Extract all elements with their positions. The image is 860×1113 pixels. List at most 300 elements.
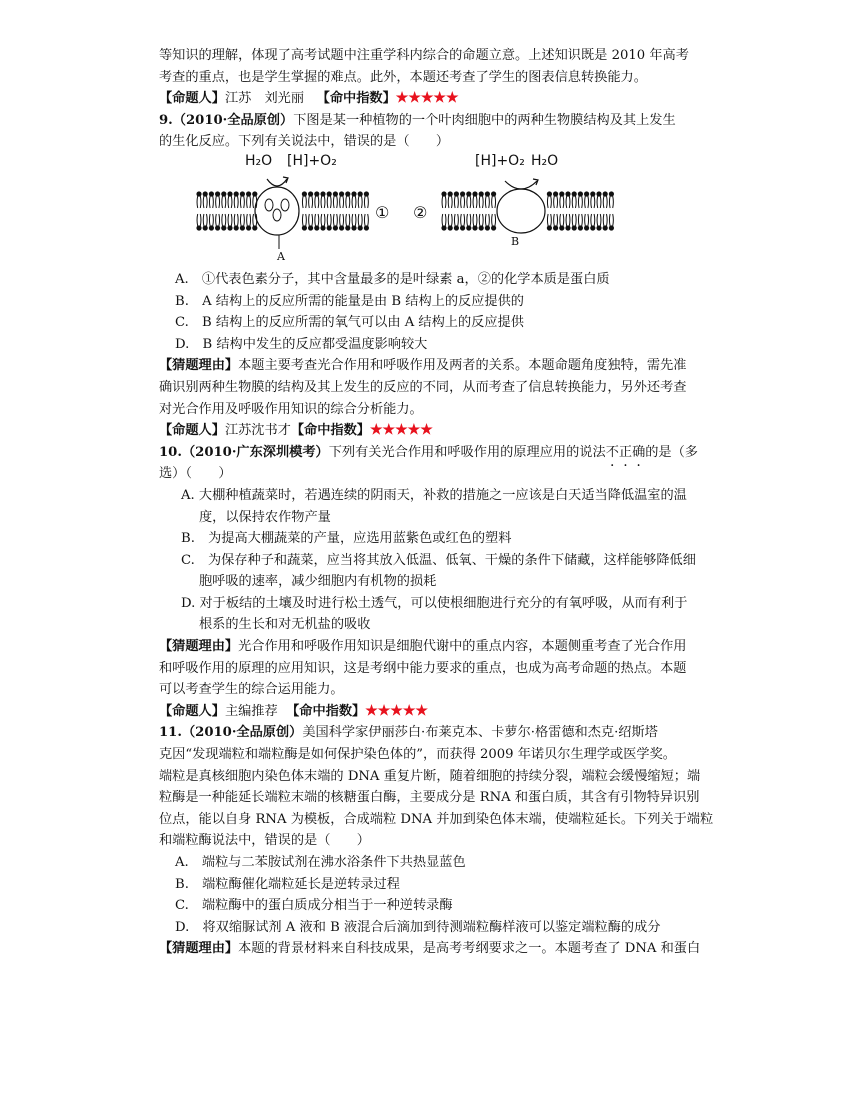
lipid-tail (337, 196, 338, 208)
lipid-tail (576, 196, 577, 208)
lipid-head (472, 191, 477, 196)
lipid-tail (473, 214, 474, 226)
lipid-tail (253, 196, 254, 208)
lipid-head (485, 191, 490, 196)
lipid-head (308, 191, 313, 196)
lipid-tail (492, 214, 493, 226)
q10-source: （2010·广东深圳模考） (181, 444, 329, 460)
lipid-tail (591, 196, 592, 208)
q9-number: 9. (159, 112, 173, 128)
lipid-tail (452, 196, 453, 208)
lipid-tail (197, 214, 198, 226)
lipid-head (209, 225, 214, 230)
q11-option-b: B. 端粒酶催化端粒延长是逆转录过程 (175, 876, 400, 892)
lipid-tail (597, 196, 598, 208)
lipid-tail (228, 214, 229, 226)
lipid-head (314, 191, 319, 196)
lipid-tail (479, 196, 480, 208)
lipid-head (466, 225, 471, 230)
document-page (159, 45, 724, 960)
lipid-head (559, 191, 564, 196)
lipid-head (578, 191, 583, 196)
lipid-tail (225, 214, 226, 226)
lipid-tail (315, 196, 316, 208)
lipid-tail (467, 196, 468, 208)
lipid-head (345, 225, 350, 230)
lipid-head (590, 191, 595, 196)
lipid-head (454, 225, 459, 230)
lipid-tail (234, 214, 235, 226)
q11-option-c: C. 端粒酶中的蛋白质成分相当于一种逆转录酶 (175, 898, 453, 914)
reason-tag: 【猜题理由】 (159, 639, 239, 655)
lipid-head (578, 225, 583, 230)
lipid-tail (213, 196, 214, 208)
lipid-tail (203, 214, 204, 226)
rating-stars: ★★★★★ (365, 702, 428, 719)
lipid-head (203, 191, 208, 196)
lipid-tail (458, 214, 459, 226)
lipid-tail (318, 214, 319, 226)
reaction-arrow-b (505, 181, 537, 189)
lipid-tail (228, 196, 229, 208)
q10-reason-text-1: 光合作用和呼吸作用知识是细胞代谢中的重点内容，本题侧重考查了光合作用 (238, 639, 687, 655)
fig-b-top-right: H₂O (531, 152, 559, 169)
lipid-tail (557, 196, 558, 208)
lipid-tail (566, 196, 567, 208)
lipid-tail (238, 214, 239, 226)
lipid-head (327, 225, 332, 230)
lipid-head (246, 225, 251, 230)
author-name: 主编推荐 (224, 703, 278, 719)
index-tag: 【命中指数】 (290, 423, 370, 439)
membrane-diagram (159, 153, 724, 269)
lipid-tail (364, 214, 365, 226)
lipid-tail (600, 214, 601, 226)
lipid-tail (302, 214, 303, 226)
lipid-tail (324, 196, 325, 208)
lipid-tail (203, 196, 204, 208)
lipid-head (358, 225, 363, 230)
lipid-tail (585, 196, 586, 208)
lipid-tail (588, 196, 589, 208)
rating-stars: ★★★★★ (370, 422, 433, 439)
rating-stars: ★★★★★ (395, 90, 459, 107)
q10-option-d-cont: 根系的生长和对无机盐的吸收 (199, 617, 371, 633)
q10-number: 10. (159, 444, 182, 460)
lipid-head (215, 225, 220, 230)
intro-line-1: 等知识的理解，体现了高考试题中注重学科内综合的命题立意。上述知识既是 2010 年高考 (159, 48, 689, 63)
lipid-head (603, 191, 608, 196)
q11-line-2: 克因“发现端粒和端粒酶是如何保护染色体的”，而获得 2009 年诺贝尔生理学或医学奖。 (159, 747, 676, 763)
lipid-tail (331, 214, 332, 226)
q10-stem-1a: 下列有关光合作用和呼吸作用的原理应用的说法 (328, 444, 606, 460)
q10-option-c-cont: 胞呼吸的速率，减少细胞内有机物的损耗 (199, 574, 437, 590)
author-name: 江苏 刘光丽 (224, 91, 305, 107)
lipid-tail (240, 214, 241, 226)
lipid-head (339, 191, 344, 196)
lipid-tail (489, 196, 490, 208)
lipid-head (603, 225, 608, 230)
lipid-head (584, 225, 589, 230)
lipid-tail (337, 214, 338, 226)
lipid-head (252, 191, 257, 196)
q9-reason-line-3: 对光合作用及呼吸作用知识的综合分析能力。 (159, 401, 423, 417)
fig-circle-1: ① (375, 202, 390, 222)
lipid-head (441, 191, 446, 196)
author-name: 江苏沈书才 (224, 423, 291, 439)
fig-label-a: A (277, 249, 285, 263)
q11-reason-text-1: 本题的背景材料来自科技成果，是高考考纲要求之一。本题考查了 DNA 和蛋白 (238, 941, 701, 957)
q10-line-2: 选）（ ） (159, 466, 232, 482)
lipid-tail (368, 214, 369, 226)
q10-author-line (159, 701, 724, 723)
lipid-head (314, 225, 319, 230)
lipid-tail (343, 214, 344, 226)
author-tag: 【命题人】 (159, 703, 225, 719)
lipid-tail (578, 214, 579, 226)
lipid-tail (222, 214, 223, 226)
q10-option-c: C. 为保存种子和蔬菜，应当将其放入低温、低氧、干燥的条件下储藏，这样能够降低细 (181, 552, 696, 568)
lipid-tail (464, 196, 465, 208)
lipid-head (491, 191, 496, 196)
lipid-head (472, 225, 477, 230)
lipid-head (234, 191, 239, 196)
lipid-tail (321, 196, 322, 208)
lipid-tail (563, 214, 564, 226)
fig-a-top-left: H₂O (245, 152, 273, 169)
emphasis-char: 确 (632, 444, 646, 460)
lipid-head (209, 191, 214, 196)
lipid-tail (355, 214, 356, 226)
lipid-tail (244, 214, 245, 226)
lipid-tail (327, 196, 328, 208)
q10-line-1 (159, 442, 724, 464)
lipid-tail (572, 196, 573, 208)
lipid-tail (331, 196, 332, 208)
lipid-head (572, 191, 577, 196)
q11-line-6: 和端粒酶说法中，错误的是（ ） (159, 833, 370, 849)
lipid-head (351, 225, 356, 230)
lipid-tail (492, 196, 493, 208)
lipid-tail (576, 214, 577, 226)
lipid-tail (560, 214, 561, 226)
lipid-head (308, 225, 313, 230)
lipid-tail (340, 214, 341, 226)
q9-line-1 (159, 110, 724, 132)
lipid-tail (572, 214, 573, 226)
lipid-head (364, 225, 369, 230)
lipid-head (454, 191, 459, 196)
lipid-tail (591, 214, 592, 226)
lipid-tail (358, 214, 359, 226)
lipid-tail (247, 196, 248, 208)
lipid-tail (250, 214, 251, 226)
q9-option-c: C. B 结构上的反应所需的氧气可以由 A 结构上的反应提供 (175, 315, 524, 331)
lipid-tail (216, 196, 217, 208)
lipid-head (221, 225, 226, 230)
lipid-tail (454, 214, 455, 226)
lipid-head (320, 225, 325, 230)
lipid-head (572, 225, 577, 230)
lipid-tail (609, 196, 610, 208)
lipid-tail (554, 196, 555, 208)
lipid-tail (213, 214, 214, 226)
q10-reason-line-1 (159, 636, 724, 658)
lipid-tail (222, 196, 223, 208)
q9-option-b: B. A 结构上的反应所需的能量是由 B 结构上的反应提供的 (175, 293, 524, 309)
lipid-tail (547, 196, 548, 208)
lipid-tail (209, 214, 210, 226)
q9-reason-line-2: 确识别两种生物膜的结构及其上发生的反应的不同，从而考查了信息转换能力，另外还考查 (159, 379, 687, 395)
lipid-tail (594, 214, 595, 226)
lipid-tail (476, 196, 477, 208)
lipid-head (441, 225, 446, 230)
lipid-tail (458, 196, 459, 208)
lipid-tail (315, 214, 316, 226)
lipid-tail (219, 214, 220, 226)
intro-line-2: 考查的重点，也是学生掌握的难点。此外，本题还考查了学生的图表信息转换能力。 (159, 69, 647, 85)
fig-a-top-right: [H]+O₂ (287, 152, 337, 169)
q9-option-d: D. B 结构中发生的反应都受温度影响较大 (175, 336, 428, 352)
lipid-tail (346, 214, 347, 226)
q10-stem-1b: 的是（多 (645, 444, 698, 460)
lipid-head (302, 225, 307, 230)
lipid-tail (364, 196, 365, 208)
q9-reason-text-1: 本题主要考查光合作用和呼吸作用及两者的关系。本题命题角度独特，需先准 (238, 358, 687, 374)
lipid-head (609, 225, 614, 230)
lipid-tail (467, 214, 468, 226)
lipid-tail (231, 196, 232, 208)
lipid-tail (442, 196, 443, 208)
index-tag: 【命中指数】 (316, 91, 396, 107)
lipid-head (333, 225, 338, 230)
lipid-tail (368, 196, 369, 208)
lipid-head (351, 191, 356, 196)
lipid-tail (327, 214, 328, 226)
lipid-tail (582, 214, 583, 226)
lipid-head (491, 225, 496, 230)
index-tag: 【命中指数】 (286, 703, 366, 719)
lipid-head (547, 225, 552, 230)
q11-stem-1: 美国科学家伊丽莎白·布莱克本、卡萝尔·格雷德和杰克·绍斯塔 (302, 725, 658, 741)
lipid-tail (563, 196, 564, 208)
lipid-tail (247, 214, 248, 226)
lipid-tail (585, 214, 586, 226)
enzyme-protein (497, 189, 545, 233)
lipid-tail (225, 196, 226, 208)
lipid-head (609, 191, 614, 196)
lipid-head (596, 191, 601, 196)
lipid-tail (333, 196, 334, 208)
lipid-tail (253, 214, 254, 226)
lipid-head (364, 191, 369, 196)
lipid-head (448, 191, 453, 196)
lipid-head (333, 191, 338, 196)
lipid-tail (613, 214, 614, 226)
q9-stem-1: 下图是某一种植物的一个叶肉细胞中的两种生物膜结构及其上发生 (293, 112, 676, 128)
lipid-head (327, 191, 332, 196)
lipid-head (565, 225, 570, 230)
q11-line-5: 位点，能以自身 RNA 为模板，合成端粒 DNA 并加到染色体末端，使端粒延长。下列关于端粒 (159, 811, 714, 827)
lipid-tail (594, 196, 595, 208)
lipid-head (565, 191, 570, 196)
lipid-tail (476, 214, 477, 226)
lipid-tail (333, 214, 334, 226)
lipid-tail (312, 214, 313, 226)
lipid-tail (600, 196, 601, 208)
lipid-tail (452, 214, 453, 226)
fig-circle-2: ② (413, 202, 428, 222)
lipid-tail (454, 196, 455, 208)
lipid-head (227, 191, 232, 196)
lipid-tail (219, 196, 220, 208)
emphasis-char: 正 (618, 444, 633, 460)
lipid-tail (250, 196, 251, 208)
lipid-tail (551, 214, 552, 226)
lipid-tail (479, 214, 480, 226)
q11-reason-line-1 (159, 938, 724, 960)
lipid-tail (352, 214, 353, 226)
lipid-tail (362, 196, 363, 208)
lipid-head (460, 225, 465, 230)
lipid-tail (483, 196, 484, 208)
lipid-head (320, 191, 325, 196)
lipid-head (227, 225, 232, 230)
q9-option-a: A. ①代表色素分子，其中含量最多的是叶绿素 a，②的化学本质是蛋白质 (175, 271, 610, 287)
author-tag: 【命题人】 (159, 91, 225, 107)
q11-line-3: 端粒是真核细胞内染色体末端的 DNA 重复片断，随着细胞的持续分裂，端粒会缓慢缩短；端 (159, 768, 701, 784)
lipid-head (345, 191, 350, 196)
lipid-tail (597, 214, 598, 226)
q11-option-a: A. 端粒与二苯胺试剂在沸水浴条件下共热显蓝色 (175, 855, 466, 870)
lipid-head (221, 191, 226, 196)
intro-author-line (159, 88, 724, 110)
lipid-tail (309, 214, 310, 226)
q11-line-4: 粒酶是一种能延长端粒末端的核糖蛋白酶，主要成分是 RNA 和蛋白质，其含有引物特异识别 (159, 790, 700, 806)
lipid-head (596, 225, 601, 230)
lipid-head (590, 225, 595, 230)
lipid-head (479, 225, 484, 230)
q10-reason-line-2: 和呼吸作用的原理的应用知识，这是考纲中能力要求的重点，也成为高考命题的热点。本题 (159, 660, 687, 676)
lipid-tail (566, 214, 567, 226)
lipid-tail (470, 214, 471, 226)
lipid-tail (495, 214, 496, 226)
lipid-tail (557, 214, 558, 226)
lipid-tail (207, 196, 208, 208)
lipid-head (553, 225, 558, 230)
lipid-tail (349, 214, 350, 226)
q10-option-b: B. 为提高大棚蔬菜的产量，应选用蓝紫色或红色的塑料 (181, 531, 512, 547)
pigment-molecule (273, 209, 281, 221)
lipid-tail (324, 214, 325, 226)
lipid-tail (321, 214, 322, 226)
lipid-tail (495, 196, 496, 208)
q11-option-d: D. 将双缩脲试剂 A 液和 B 液混合后滴加到待测端粒酶样液可以鉴定端粒酶的成分 (175, 919, 661, 935)
fig-label-b: B (511, 234, 520, 248)
lipid-tail (244, 196, 245, 208)
lipid-tail (349, 196, 350, 208)
lipid-tail (464, 214, 465, 226)
q10-option-a: A. 大棚种植蔬菜时，若遇连续的阴雨天，补救的措施之一应该是白天适当降低温室的温 (181, 487, 687, 503)
lipid-tail (346, 196, 347, 208)
lipid-head (553, 191, 558, 196)
lipid-head (448, 225, 453, 230)
lipid-tail (607, 196, 608, 208)
lipid-tail (554, 214, 555, 226)
pigment-molecule (265, 199, 273, 211)
lipid-head (466, 191, 471, 196)
pigment-complex (255, 187, 299, 235)
q9-source: （2010·全品原创） (172, 112, 294, 128)
q9-reason-line-1 (159, 355, 724, 377)
lipid-head (196, 225, 201, 230)
lipid-tail (485, 214, 486, 226)
author-tag: 【命题人】 (159, 423, 225, 439)
lipid-tail (588, 214, 589, 226)
lipid-tail (358, 196, 359, 208)
lipid-tail (470, 196, 471, 208)
lipid-tail (309, 196, 310, 208)
lipid-tail (613, 196, 614, 208)
lipid-tail (603, 214, 604, 226)
lipid-tail (442, 214, 443, 226)
lipid-tail (445, 196, 446, 208)
lipid-tail (340, 196, 341, 208)
lipid-head (203, 225, 208, 230)
lipid-tail (578, 196, 579, 208)
lipid-tail (352, 196, 353, 208)
lipid-tail (207, 214, 208, 226)
lipid-head (252, 225, 257, 230)
lipid-tail (461, 196, 462, 208)
lipid-tail (231, 214, 232, 226)
q9-line-2: 的生化反应。下列有关说法中，错误的是（ ） (159, 134, 450, 150)
lipid-tail (362, 214, 363, 226)
lipid-head (559, 225, 564, 230)
q10-option-a-cont: 度，以保持农作物产量 (199, 509, 331, 525)
lipid-head (479, 191, 484, 196)
lipid-tail (485, 196, 486, 208)
lipid-tail (240, 196, 241, 208)
lipid-tail (318, 196, 319, 208)
q11-line-1 (159, 722, 724, 744)
lipid-tail (473, 196, 474, 208)
lipid-tail (603, 196, 604, 208)
lipid-head (234, 225, 239, 230)
q10-reason-line-3: 可以考查学生的综合运用能力。 (159, 682, 344, 698)
lipid-tail (197, 196, 198, 208)
lipid-tail (609, 214, 610, 226)
lipid-tail (445, 214, 446, 226)
lipid-tail (234, 196, 235, 208)
membrane-figure (159, 153, 724, 269)
lipid-tail (200, 214, 201, 226)
q11-number: 11. (159, 725, 182, 741)
lipid-tail (569, 214, 570, 226)
lipid-head (547, 191, 552, 196)
lipid-tail (448, 196, 449, 208)
lipid-tail (306, 214, 307, 226)
lipid-tail (302, 196, 303, 208)
lipid-tail (582, 196, 583, 208)
lipid-tail (355, 196, 356, 208)
lipid-tail (448, 214, 449, 226)
lipid-tail (343, 196, 344, 208)
lipid-tail (483, 214, 484, 226)
lipid-head (240, 225, 245, 230)
lipid-head (485, 225, 490, 230)
reason-tag: 【猜题理由】 (159, 358, 239, 374)
